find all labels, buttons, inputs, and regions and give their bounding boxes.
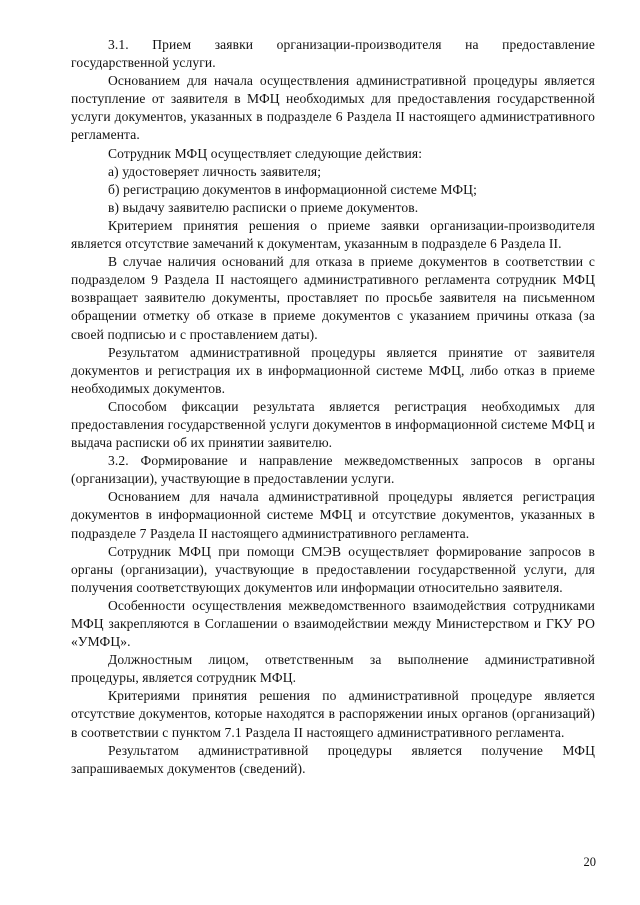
paragraph-basis: Основанием для начала осуществления административной процедуры является поступление от заявителя в МФЦ необходимых для предоставления государственной услуги документов, указанных в подразделе 6 Раздела II настоящего административного регламента.: [71, 73, 595, 143]
paragraph-interaction-features: Особенности осуществления межведомственного взаимодействия сотрудниками МФЦ закрепляются в Соглашении о взаимодействии между Министерством и ГКУ РО «УМФЦ».: [71, 597, 595, 650]
paragraph-basis-3-2: Основанием для начала административной процедуры является регистрация документов в информационной системе МФЦ и отсутствие документов, указанных в подразделе 7 Раздела II настоящего административного регламента.: [71, 489, 595, 541]
section-heading-3-2: 3.2. Формирование и направление межведомственных запросов в органы (организации), участвующие в предоставлении услуги.: [71, 453, 595, 487]
section-heading-3-1: 3.1. Прием заявки организации-производителя на предоставление государственной услуги.: [71, 37, 595, 71]
paragraph-refusal: В случае наличия оснований для отказа в приеме документов в соответствии с подразделом 9 Раздела II настоящего административного регламента сотрудник МФЦ возвращает заявителю документы, проставляет по просьбе заявителя на письменном обращении отметку об отказе в приеме документов с указанием причины отказа (за своей подписью и с проставлением даты).: [71, 254, 595, 342]
page-number: 20: [583, 855, 596, 869]
list-item-a: а) удостоверяет личность заявителя;: [108, 163, 322, 179]
paragraph-fixation: Способом фиксации результата является регистрация необходимых для предоставления государственной услуги документов в информационной системе МФЦ и выдача расписки об их принятии заявителю.: [71, 398, 595, 451]
paragraph-responsible-official: Должностным лицом, ответственным за выполнение административной процедуры, является сотрудник МФЦ.: [71, 652, 595, 686]
paragraph-decision-criteria: Критериями принятия решения по административной процедуре является отсутствие документов, которые находятся в распоряжении иных органов (организаций) в соответствии с пунктом 7.1 Раздела II настоящего административного регламента.: [71, 688, 595, 740]
paragraph-smev-requests: Сотрудник МФЦ при помощи СМЭВ осуществляет формирование запросов в органы (организации), участвующие в предоставлении государственной услуги, для получения соответствующих документов или информации относительно заявителя.: [71, 543, 595, 595]
list-item-c: в) выдачу заявителю расписки о приеме документов.: [108, 199, 419, 215]
paragraph-procedure-result: Результатом административной процедуры является получение МФЦ запрашиваемых документов (сведений).: [71, 742, 595, 776]
paragraph-criterion: Критерием принятия решения о приеме заявки организации-производителя является отсутствие замечаний к документам, указанным в подразделе 6 Раздела II.: [71, 217, 595, 252]
list-item-b: б) регистрацию документов в информационной системе МФЦ;: [108, 181, 477, 197]
paragraph-result: Результатом административной процедуры является принятие от заявителя документов и регистрация их в информационной системе МФЦ, либо отказ в приеме необходимых документов.: [71, 344, 595, 396]
paragraph-actions-intro: Сотрудник МФЦ осуществляет следующие действия:: [108, 145, 423, 161]
document-page: [71, 36, 595, 778]
